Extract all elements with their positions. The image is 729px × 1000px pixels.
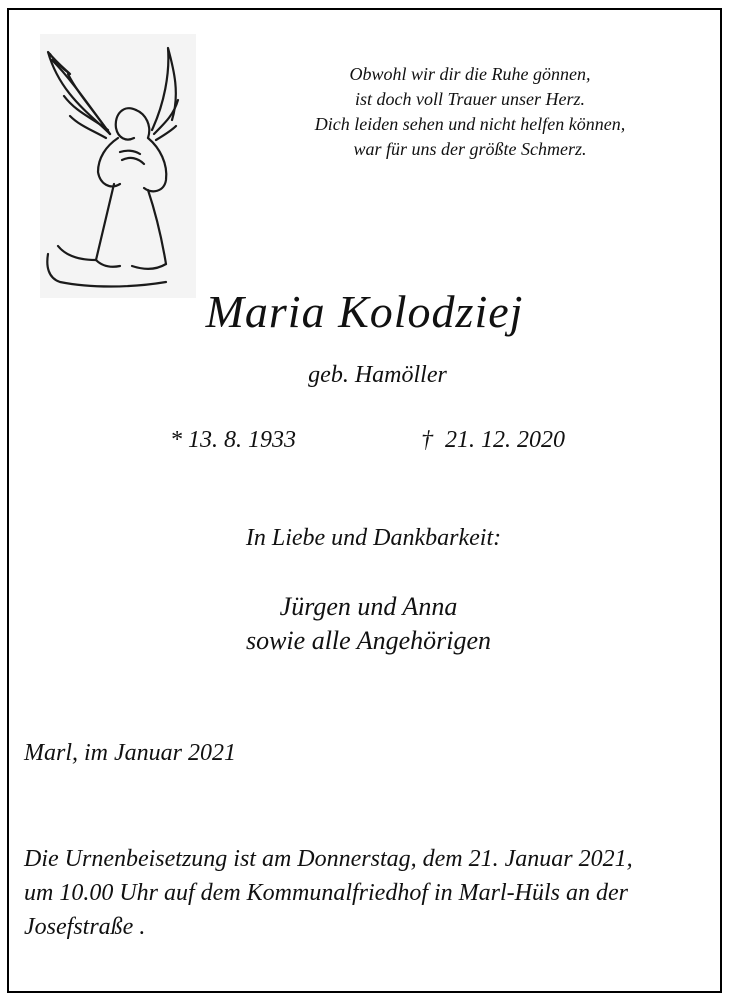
maiden-name: geb. Hamöller: [308, 362, 447, 388]
poem-line: Obwohl wir dir die Ruhe gönnen,: [349, 64, 591, 84]
deceased-name: Maria Kolodziej: [205, 286, 524, 337]
poem: [260, 62, 680, 162]
death-date: † 21. 12. 2020: [421, 427, 565, 453]
place-date: Marl, im Januar 2021: [24, 740, 236, 766]
family-line: sowie alle Angehörigen: [245, 626, 492, 655]
burial-line: Josefstraße .: [24, 914, 146, 940]
burial-line: Die Urnenbeisetzung ist am Donnerstag, dem 21. Januar 2021,: [24, 846, 633, 872]
poem-line: ist doch voll Trauer unser Herz.: [354, 89, 585, 109]
family-line: Jürgen und Anna: [279, 592, 458, 621]
poem-line: war für uns der größte Schmerz.: [353, 139, 587, 159]
burial-info: [24, 842, 714, 944]
angel-icon: [40, 34, 196, 298]
burial-line: um 10.00 Uhr auf dem Kommunalfriedhof in Marl-Hüls an der: [24, 880, 628, 906]
family-names: [0, 590, 729, 658]
thanks-line: In Liebe und Dankbarkeit:: [245, 525, 502, 551]
poem-line: Dich leiden sehen und nicht helfen können,: [314, 114, 626, 134]
birth-date: * 13. 8. 1933: [170, 427, 296, 453]
